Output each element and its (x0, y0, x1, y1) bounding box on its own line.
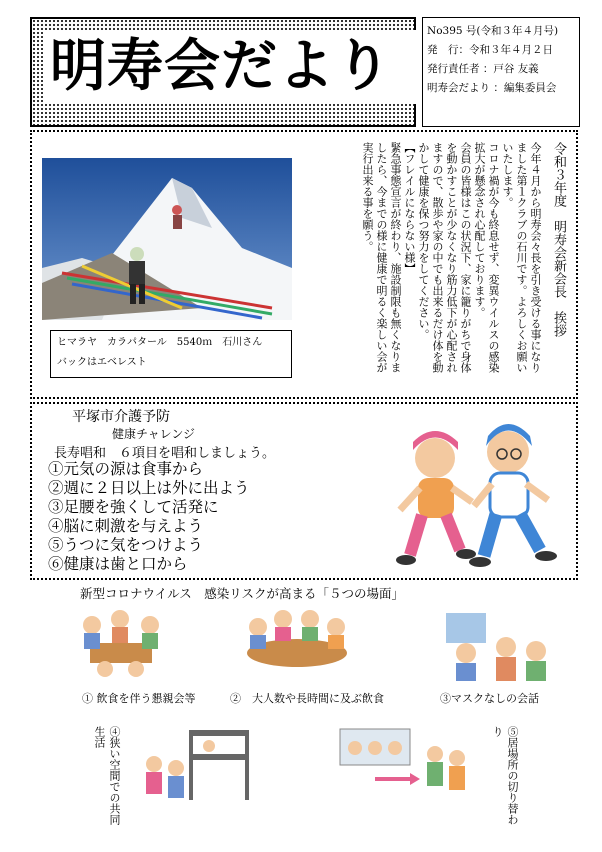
shared-living-icon (134, 724, 254, 804)
talking-without-mask-icon (436, 603, 556, 681)
exercise-intro: 長寿唱和 ６項目を唱和しましょう。 (54, 446, 276, 461)
changing-places-icon (335, 724, 470, 804)
covid-heading: 新型コロナウイルス 感染リスクが高まる「５つの場面」 (80, 586, 405, 601)
article-paragraph: 【フレイルにならない様】 (403, 142, 416, 274)
group-dining-icon (238, 603, 356, 681)
party-scene-icon (70, 603, 172, 681)
scene-label: ④狭い空間での共同生活 (93, 726, 121, 825)
editor: 明寿会だより ：編集委員会 (427, 82, 557, 94)
scene-label: ⑤居場所の切り替わり (491, 726, 519, 825)
scene-label: ① 飲食を伴う懇親会等 (82, 692, 196, 705)
publish-date: 発 行：令和３年４月２日 (427, 44, 553, 56)
publisher: 発行責任者 ：戸谷 友義 (427, 63, 539, 75)
photo-caption (50, 330, 292, 378)
greeting-text (300, 142, 568, 382)
list-item: ①元気の源は食事から (48, 460, 204, 478)
list-item: ②週に２日以上は外に出よう (48, 479, 250, 497)
caption-line: ヒマラヤ カラパタール 5540ｍ 石川さん (57, 337, 263, 348)
list-item: ④脳に刺激を与えよう (48, 517, 204, 535)
issue-info (422, 17, 580, 127)
mountain-photo-icon (42, 158, 292, 320)
exercise-subtitle: 健康チャレンジ (112, 427, 196, 441)
article-paragraph: コロナ禍が今も終息せず、変異ウイルスの感染拡大が懸念され心配しております。 (473, 142, 500, 373)
scene-label: ③マスクなしの会話 (440, 692, 539, 705)
newsletter-title: 明寿会だより (44, 30, 416, 104)
scene-label: ② 大人数や長時間に及ぶ飲食 (230, 692, 384, 705)
walking-couple-icon (380, 410, 570, 575)
article-paragraph: 今年４月から明寿会々長を引き受ける事になりました第１クラブの石川です。よろしくお願いいたします。 (501, 142, 542, 373)
article-heading: 令和３年度 明寿会新会長 挨拶 (551, 142, 566, 337)
article-paragraph: 会員の皆様はこの状況下、家に籠りがちで身体を動かすことが少なくなり筋力低下が心配されますので、散歩や家の中でも出来るだけ体を動かして健康を保つ努力をしてください。 (417, 142, 472, 373)
list-item: ⑤うつに気をつけよう (48, 536, 204, 554)
list-item: ⑥健康は歯と口から (48, 555, 188, 573)
exercise-title: 平塚市介護予防 (72, 409, 170, 425)
exercise-list (48, 460, 250, 574)
list-item: ③足腰を強くして活発に (48, 498, 219, 516)
article-paragraph: 緊急事態宣言が終わり、施設制限も無くなりましたら、今までの様に健康で明るく楽しい会が実行出来る事を願う。 (361, 142, 402, 373)
caption-line: バックはエベレスト (57, 357, 147, 368)
issue-number: No395 号(令和３年４月号) (427, 25, 559, 37)
